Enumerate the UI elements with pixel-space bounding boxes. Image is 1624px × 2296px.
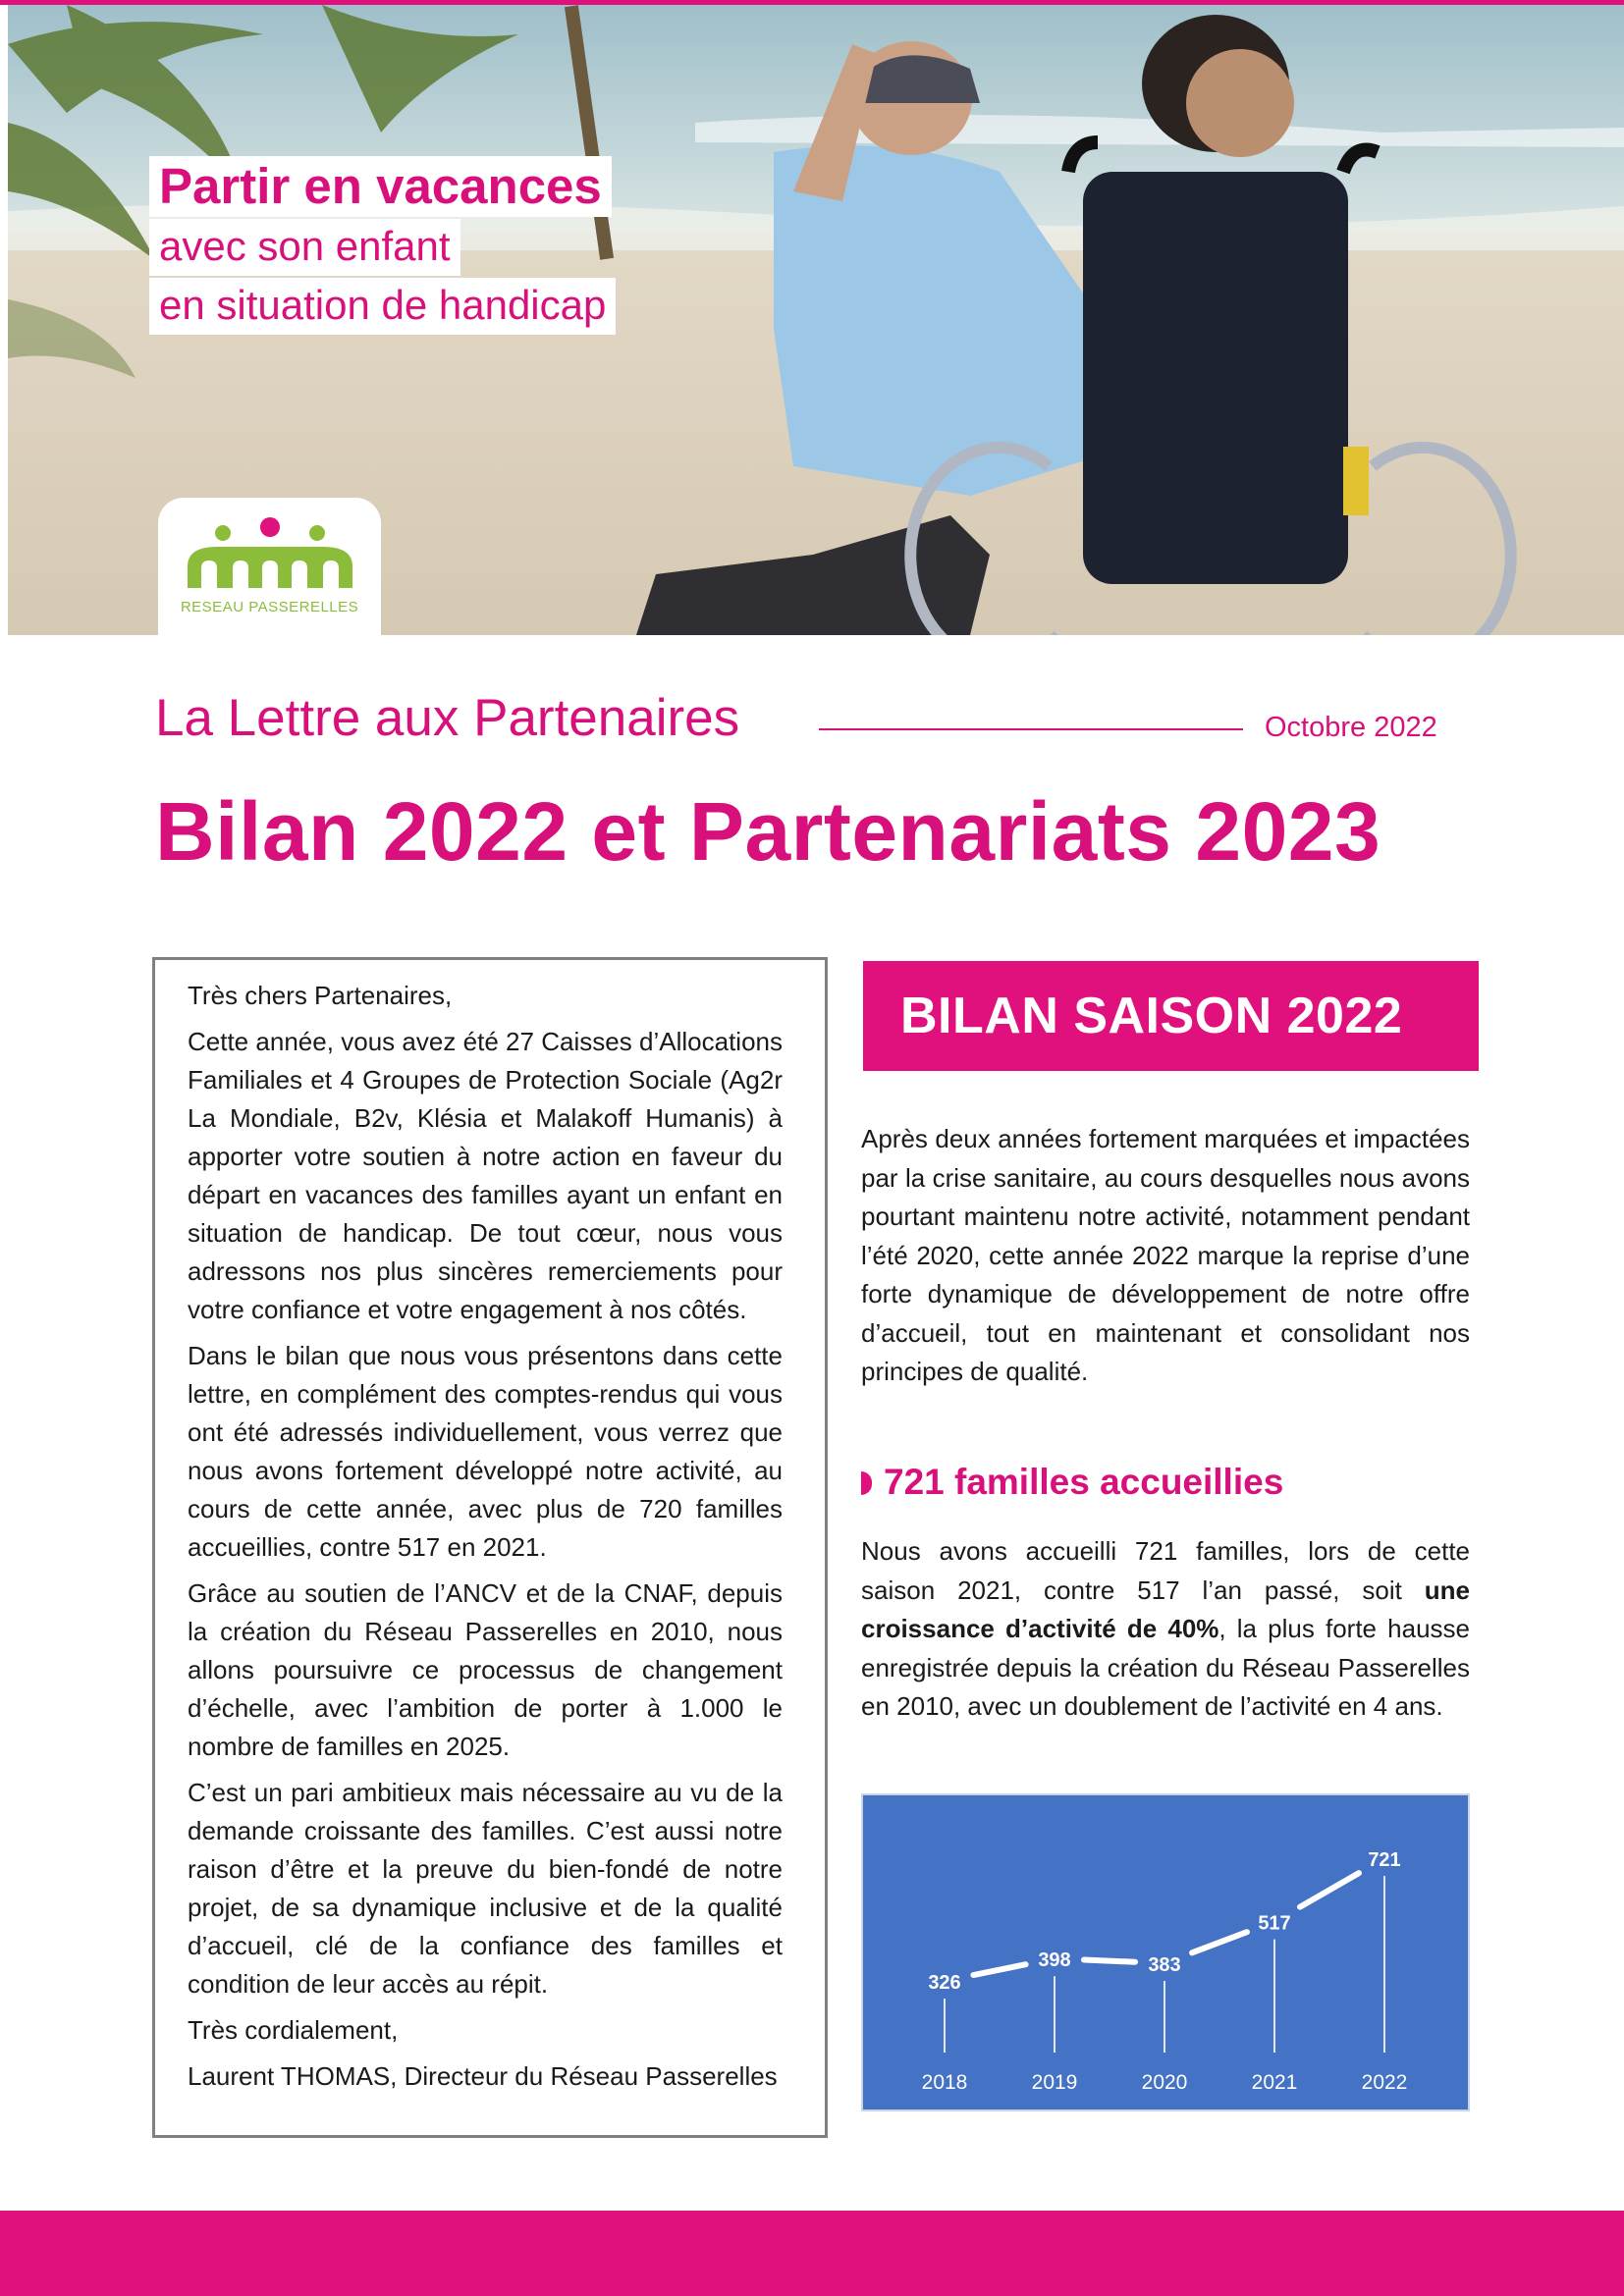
hero-photo [8, 5, 1624, 635]
letter-paragraph-1: Cette année, vous avez été 27 Caisses d’Allocations Familiales et 4 Groupes de Protection Sociale (Ag2r La Mondiale, B2v, Klésia et Malakoff Humanis) à apporter votre soutien à notre action en faveur du départ en vacances des familles ayant un enfant en situation de handicap. De tout cœur, nous vous adressons nos plus sincères remerciements pour votre confiance et votre engagement à nos côtés. [188, 1027, 783, 1324]
footer-bar [0, 2211, 1624, 2296]
reseau-passerelles-logo [158, 498, 381, 635]
families-section-title: 721 familles accueillies [884, 1462, 1284, 1502]
partner-letter-box [152, 957, 828, 2138]
logo-wordmark: RESEAU PASSERELLES [180, 599, 359, 615]
letter-paragraph-4: C’est un pari ambitieux mais nécessaire au vu de la demande croissante des familles. C’est aussi notre raison d’être et la preuve du bien-fondé de notre projet, de sa dynamique inclusive et de la qualité d’accueil, clé de la confiance des familles et condition de leur accès au répit. [188, 1778, 783, 1999]
x-tick-label-2018: 2018 [921, 2071, 968, 2094]
letter-salutation: Très chers Partenaires, [188, 981, 453, 1010]
growth-paragraph [861, 1532, 1470, 1727]
families-section-heading [861, 1460, 1283, 1505]
data-label-2022: 721 [1368, 1849, 1401, 1872]
bilan-section-banner [863, 961, 1479, 1071]
series-line-segment-2 [1084, 1960, 1135, 1962]
growth-text-part-2: , la plus forte hausse enregistrée depuis la création du Réseau Passerelles en 2010, avec un doublement de l’activité en 4 ans. [861, 1614, 1470, 1721]
data-label-2020: 383 [1148, 1953, 1181, 1976]
data-label-2019: 398 [1038, 1949, 1071, 1972]
data-label-2021: 517 [1258, 1912, 1291, 1935]
letter-closing: Très cordialement, [188, 2015, 399, 2045]
series-line-segment-1 [973, 1964, 1025, 1975]
growth-highlight: une croissance d’activité de 40% [861, 1575, 1470, 1643]
letter-paragraph-3: Grâce au soutien de l’ANCV et de la CNAF, depuis la création du Réseau Passerelles en 2010, nous allons poursuivre ce processus de changement d’échelle, avec l’ambition de porter à 1.000 le nombre de familles en 2025. [188, 1578, 783, 1761]
x-tick-label-2021: 2021 [1251, 2071, 1298, 2094]
families-line-chart [861, 1793, 1470, 2111]
chart-canvas [863, 1795, 1468, 2109]
x-tick-label-2020: 2020 [1141, 2071, 1188, 2094]
x-tick-label-2022: 2022 [1361, 2071, 1408, 2094]
series-line-segment-4 [1300, 1873, 1359, 1907]
hero-title-line-2: avec son enfant [149, 219, 460, 276]
logo-people-icon [158, 498, 381, 596]
letter-paragraph-2: Dans le bilan que nous vous présentons dans cette lettre, en complément des comptes-rendus qui vous ont été adressés individuellement, vous verrez que nous avons fortement développé notre activité, au cours de cette année, avec plus de 720 familles accueillies, contre 517 en 2021. [188, 1341, 783, 1562]
partner-letter-text [188, 977, 783, 2104]
bilan-intro-paragraph: Après deux années fortement marquées et impactées par la crise sanitaire, au cours desquelles nous avons pourtant maintenu notre activité, notamment pendant l’été 2020, cette année 2022 marque la reprise d’une forte dynamique de développement de notre offre d’accueil, tout en maintenant et consolidant nos principes de qualité. [861, 1124, 1470, 1386]
kicker-divider [819, 728, 1243, 730]
half-circle-bullet-icon [861, 1471, 872, 1495]
issue-date: Octobre 2022 [1265, 712, 1437, 743]
data-label-2018: 326 [928, 1971, 961, 1994]
x-tick-label-2019: 2019 [1031, 2071, 1078, 2094]
bilan-banner-label: BILAN SAISON 2022 [900, 988, 1403, 1044]
newsletter-kicker: La Lettre aux Partenaires [155, 689, 740, 747]
page-title: Bilan 2022 et Partenariats 2023 [155, 785, 1381, 878]
growth-text-part-1: Nous avons accueilli 721 familles, lors de cette saison 2021, contre 517 l’an passé, soit [861, 1536, 1470, 1605]
hero-title-line-1: Partir en vacances [149, 156, 612, 217]
letter-signature: Laurent THOMAS, Directeur du Réseau Passerelles [188, 2061, 778, 2091]
hero-title-line-3: en situation de handicap [149, 278, 616, 335]
series-line-segment-3 [1192, 1932, 1247, 1952]
hero-headline [149, 156, 616, 335]
